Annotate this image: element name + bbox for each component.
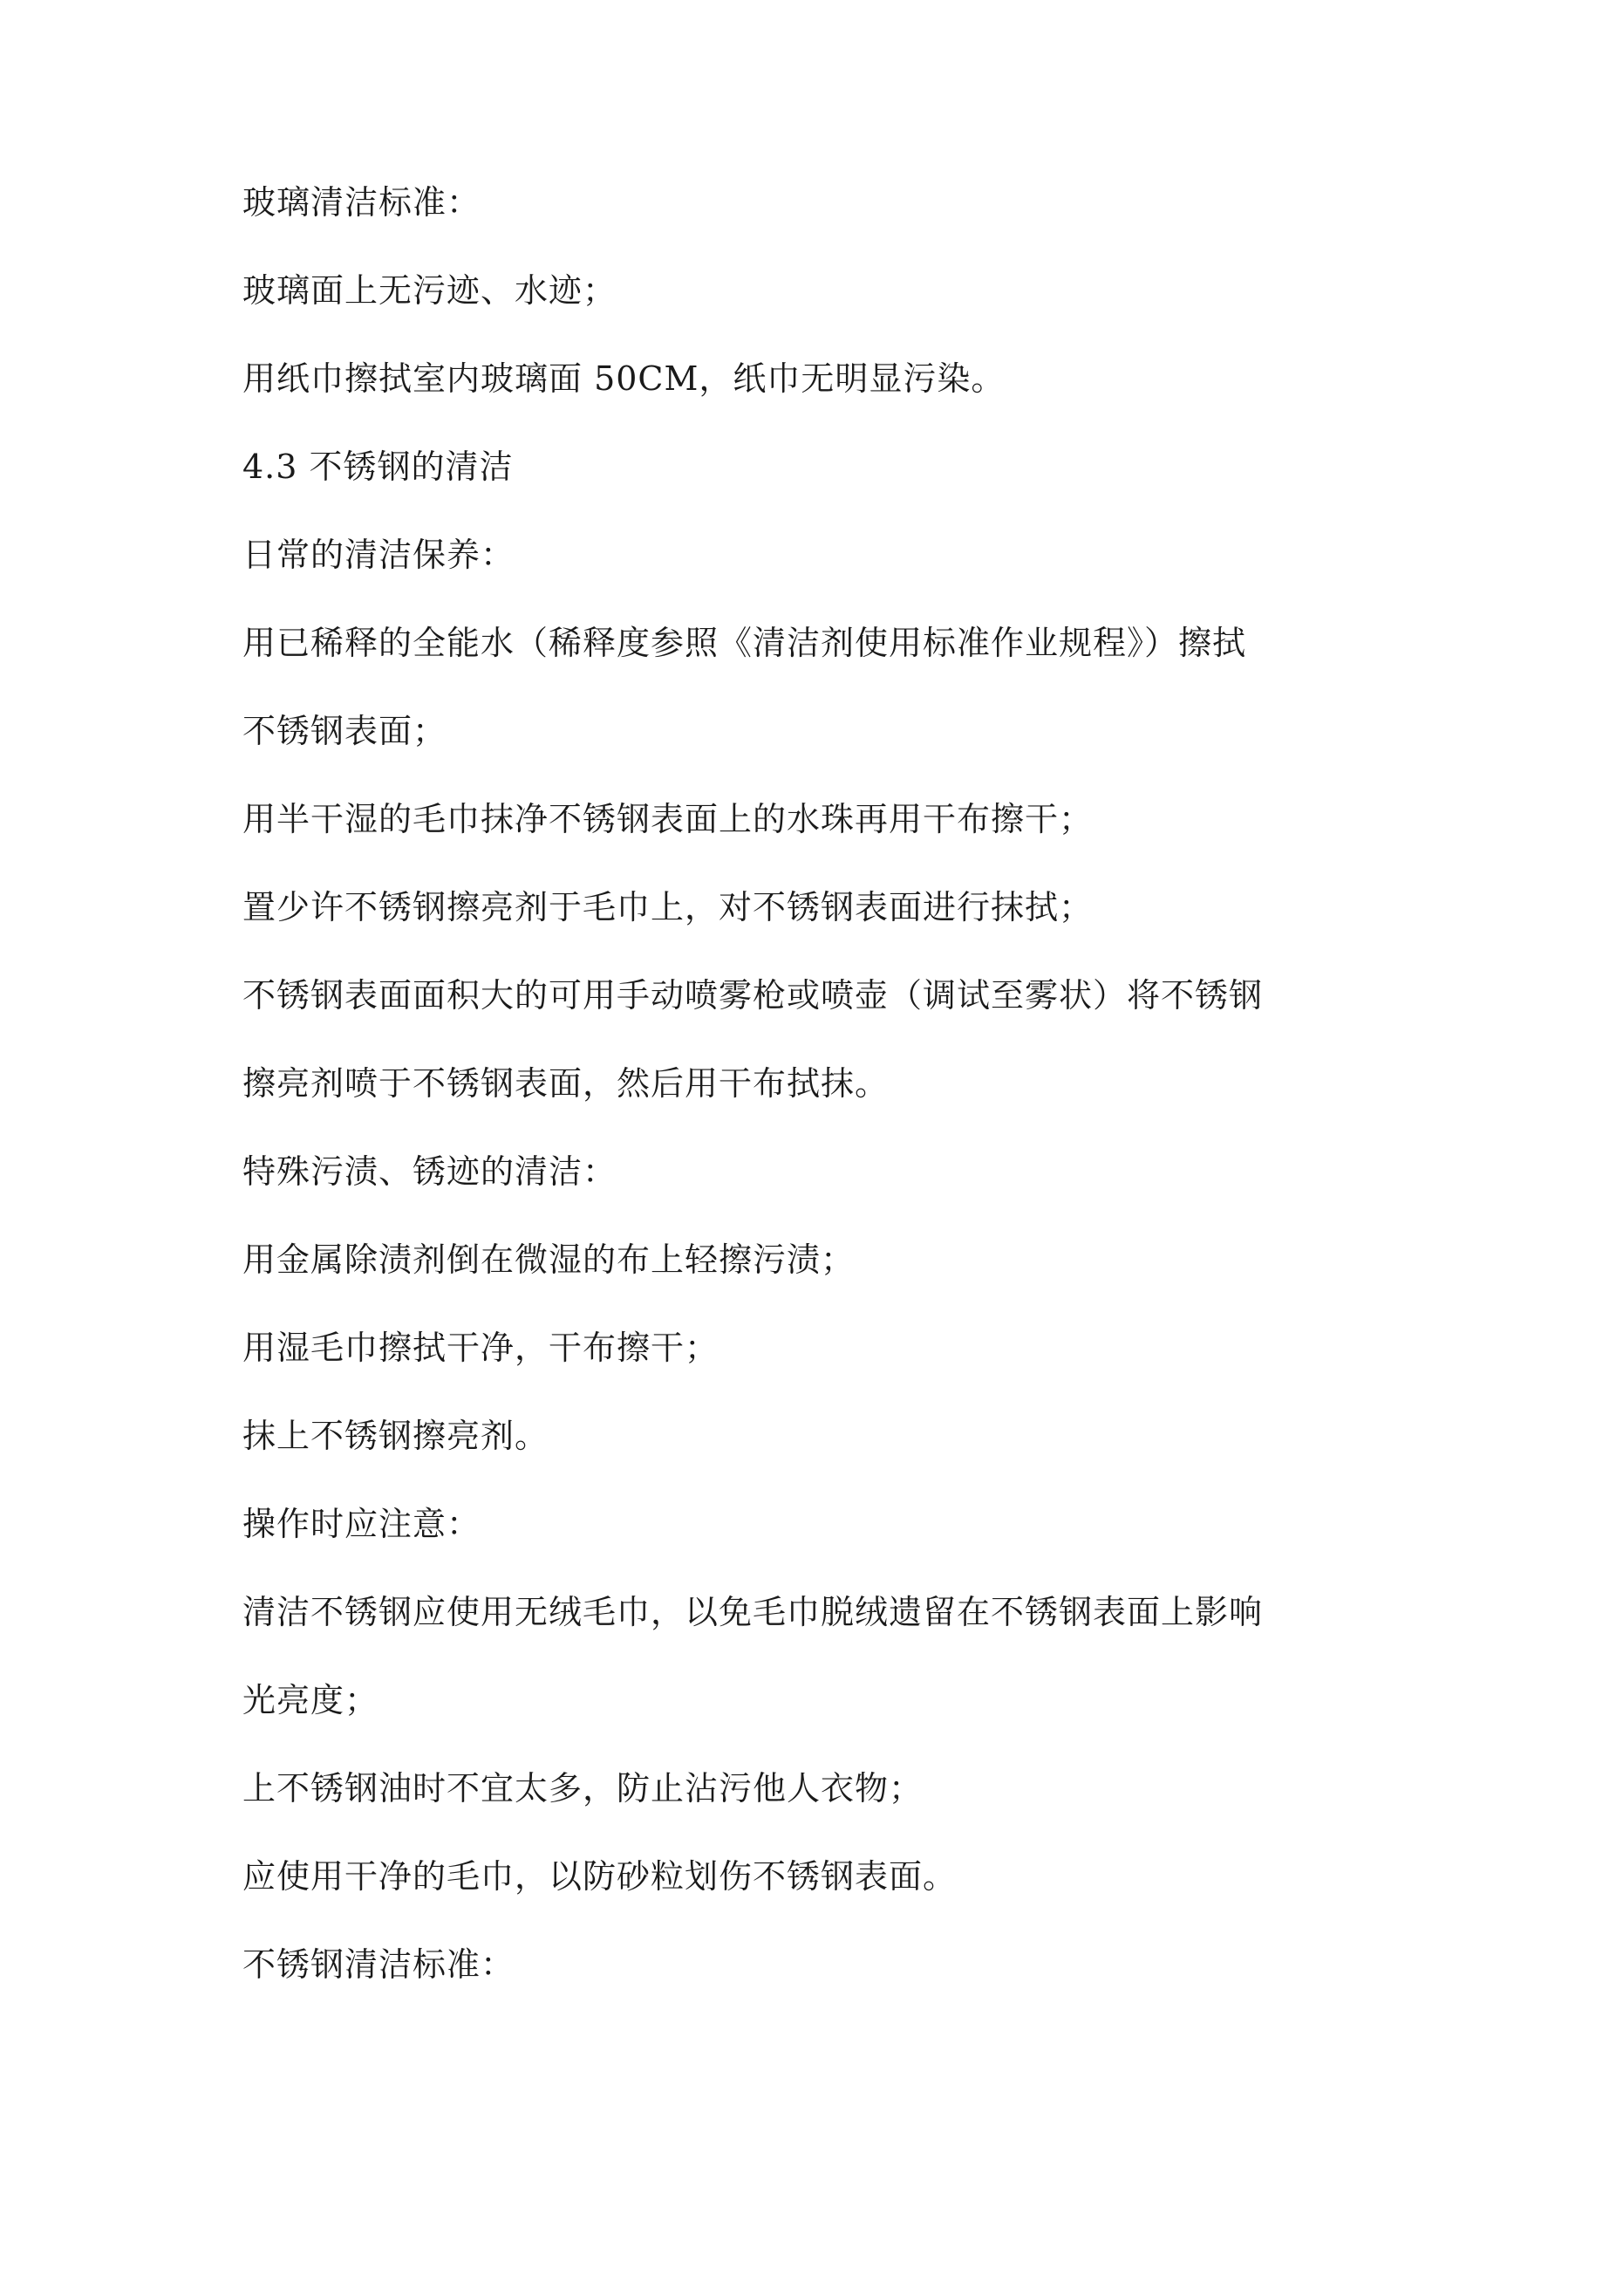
paragraph-line: 擦亮剂喷于不锈钢表面，然后用干布拭抹。	[242, 1064, 890, 1103]
heading-glass-standard: 玻璃清洁标准：	[242, 183, 481, 222]
paragraph-line: 用纸巾擦拭室内玻璃面 50CM，纸巾无明显污染。	[242, 359, 1006, 398]
heading-stainless-standard: 不锈钢清洁标准：	[242, 1945, 515, 1984]
heading-daily-care: 日常的清洁保养：	[242, 536, 515, 574]
paragraph-line: 不锈钢表面面积大的可用手动喷雾枪或喷壶（调试至雾状）将不锈钢	[242, 976, 1264, 1015]
paragraph-line: 玻璃面上无污迹、水迹；	[242, 271, 617, 310]
paragraph-line: 应使用干净的毛巾，以防砂粒划伤不锈钢表面。	[242, 1857, 958, 1896]
paragraph-line: 用金属除渍剂倒在微湿的布上轻擦污渍；	[242, 1240, 856, 1279]
heading-special-stains: 特殊污渍、锈迹的清洁：	[242, 1152, 617, 1191]
paragraph-line: 光亮度；	[242, 1681, 379, 1719]
section-heading-stainless: 4.3 不锈钢的清洁	[242, 448, 514, 486]
paragraph-line: 清洁不锈钢应使用无绒毛巾，以免毛巾脱绒遗留在不锈钢表面上影响	[242, 1593, 1264, 1631]
paragraph-line: 用半干湿的毛巾抹净不锈钢表面上的水珠再用干布擦干；	[242, 800, 1094, 838]
paragraph-line: 抹上不锈钢擦亮剂。	[242, 1417, 549, 1455]
paragraph-line: 用湿毛巾擦拭干净，干布擦干；	[242, 1329, 719, 1367]
heading-precautions: 操作时应注意：	[242, 1505, 481, 1543]
paragraph-line: 上不锈钢油时不宜太多，防止沾污他人衣物；	[242, 1769, 924, 1807]
paragraph-line: 置少许不锈钢擦亮剂于毛巾上，对不锈钢表面进行抹拭；	[242, 888, 1094, 926]
paragraph-line: 用已稀释的全能水（稀释度参照《清洁剂使用标准作业规程》）擦拭	[242, 624, 1247, 662]
paragraph-line: 不锈钢表面；	[242, 712, 447, 750]
